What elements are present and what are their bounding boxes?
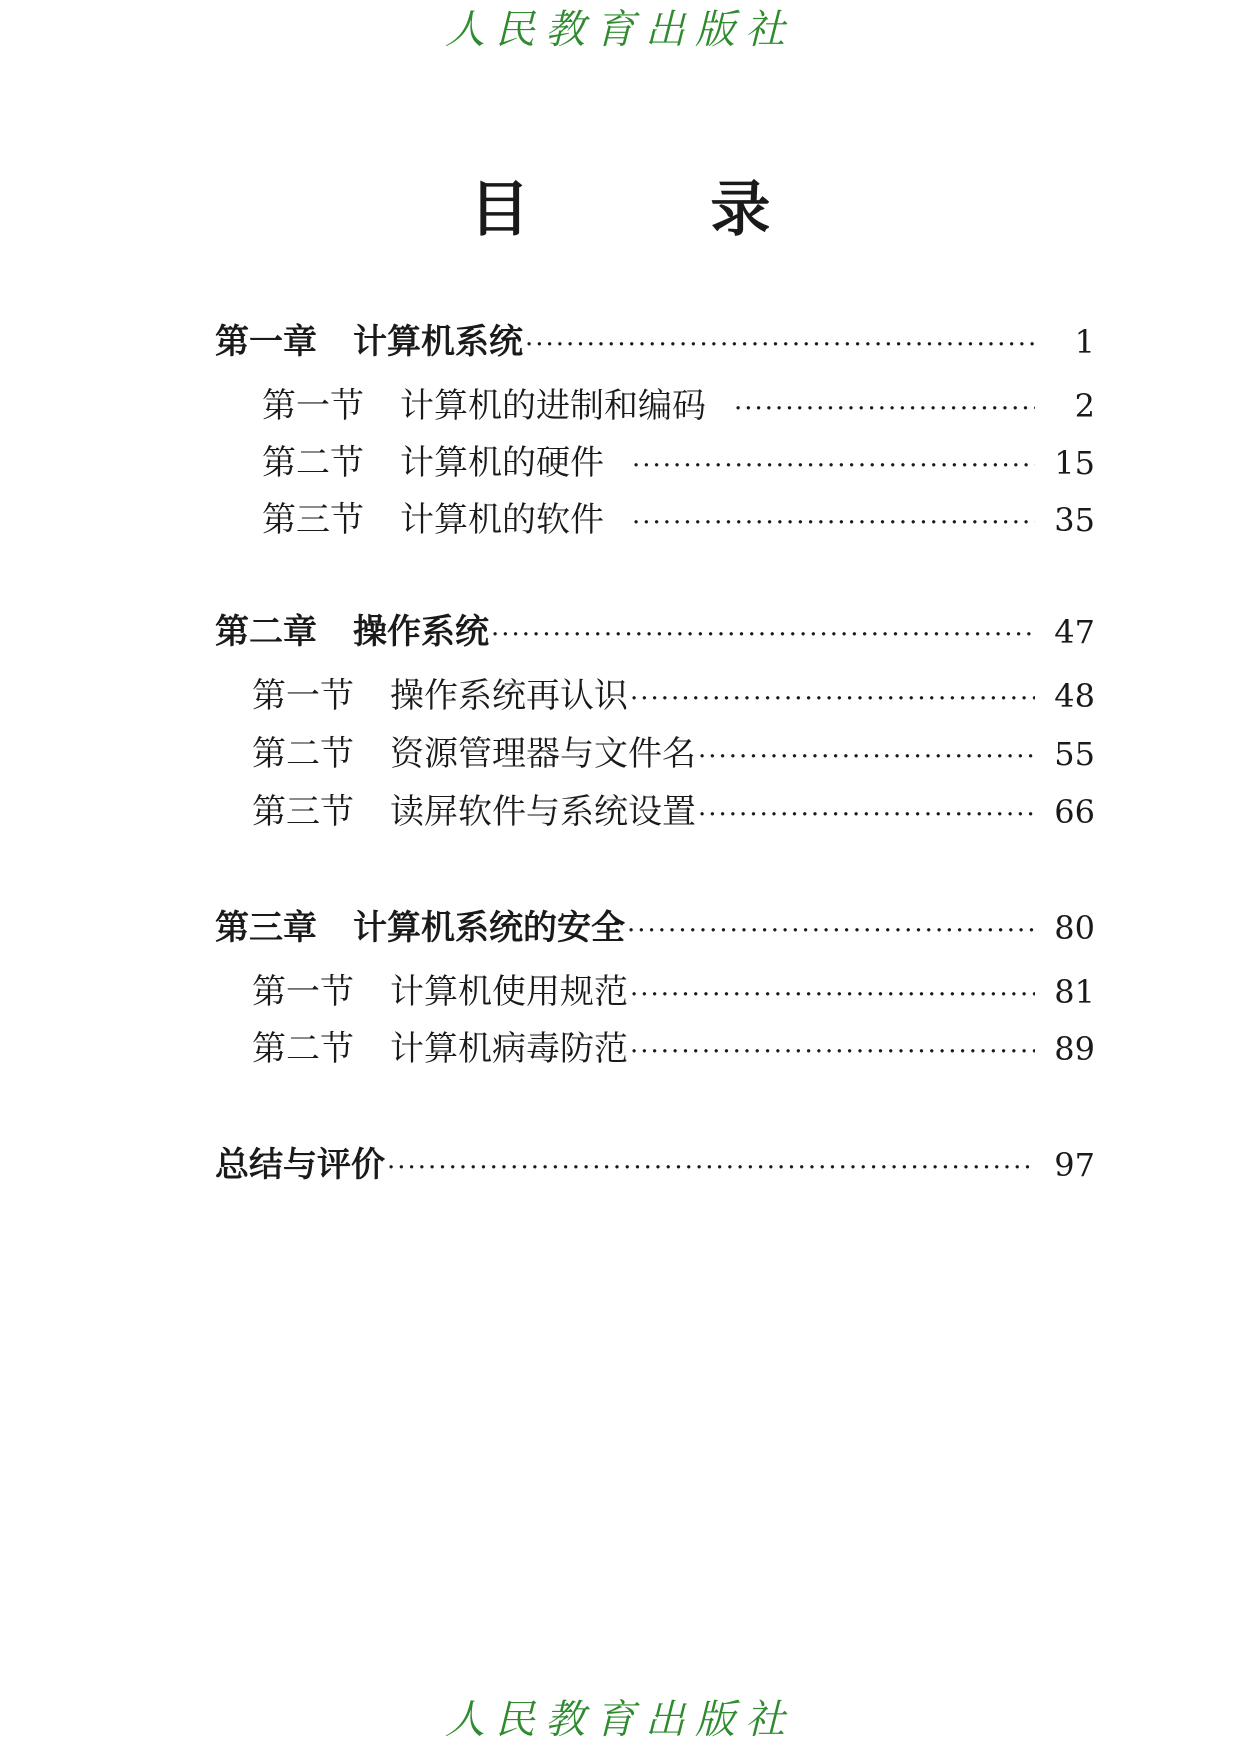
toc-page-number: 81 [1054, 973, 1095, 1011]
toc-section-number: 第一节 [262, 386, 364, 426]
toc-dot-leader [627, 909, 1035, 953]
toc-section-number: 第三节 [252, 792, 354, 832]
toc-dot-leader [698, 735, 1035, 779]
toc-dot-leader [630, 973, 1035, 1017]
toc-chapter-title: 总结与评价 [215, 1145, 385, 1185]
toc-chapter-title: 计算机系统 [353, 322, 523, 362]
toc-section-2-3[interactable] [252, 790, 1095, 834]
toc-chapter-title: 操作系统 [353, 612, 489, 652]
toc-section-3-1[interactable] [252, 970, 1095, 1014]
toc-section-number: 第二节 [262, 443, 364, 483]
toc-dot-leader [632, 444, 1035, 488]
toc-page-number: 2 [1074, 387, 1095, 425]
toc-section-number: 第一节 [252, 676, 354, 716]
toc-chapter-title: 计算机系统的安全 [353, 908, 625, 948]
toc-section-title: 计算机的硬件 [400, 443, 604, 483]
toc-dot-leader [387, 1146, 1035, 1190]
page-title: 目 录 [469, 175, 851, 245]
toc-section-title: 计算机的进制和编码 [400, 386, 706, 426]
toc-dot-leader [630, 1030, 1035, 1074]
toc-page-number: 47 [1054, 613, 1095, 651]
toc-dot-leader [734, 387, 1035, 431]
toc-dot-leader [698, 793, 1035, 837]
toc-page-number: 1 [1074, 323, 1095, 361]
toc-page-number: 55 [1054, 735, 1095, 773]
toc-chapter-1[interactable] [215, 320, 1095, 364]
toc-summary[interactable] [215, 1143, 1095, 1187]
toc-page-number: 80 [1054, 909, 1095, 947]
toc-section-title: 计算机的软件 [400, 500, 604, 540]
publisher-logo-top: 人民教育出版社 [445, 7, 795, 53]
toc-page-number: 15 [1054, 444, 1095, 482]
toc-chapter-3[interactable] [215, 906, 1095, 950]
toc-dot-leader [525, 323, 1035, 367]
toc-section-1-1[interactable] [262, 384, 1095, 428]
toc-page-number: 66 [1054, 793, 1095, 831]
toc-section-title: 计算机使用规范 [390, 972, 628, 1012]
toc-page-number: 35 [1054, 501, 1095, 539]
toc-section-3-2[interactable] [252, 1027, 1095, 1071]
toc-page-number: 89 [1054, 1030, 1095, 1068]
toc-chapter-number: 第三章 [215, 908, 317, 948]
toc-section-number: 第一节 [252, 972, 354, 1012]
toc-section-1-3[interactable] [262, 498, 1095, 542]
toc-dot-leader [491, 613, 1035, 657]
toc-section-number: 第二节 [252, 1029, 354, 1069]
toc-page-number: 48 [1054, 677, 1095, 715]
toc-section-2-2[interactable] [252, 732, 1095, 776]
toc-dot-leader [630, 677, 1035, 721]
toc-chapter-number: 第二章 [215, 612, 317, 652]
toc-chapter-2[interactable] [215, 610, 1095, 654]
toc-section-title: 操作系统再认识 [390, 676, 628, 716]
publisher-logo-bottom: 人民教育出版社 [445, 1697, 795, 1743]
toc-section-number: 第二节 [252, 734, 354, 774]
toc-section-1-2[interactable] [262, 441, 1095, 485]
toc-dot-leader [632, 501, 1035, 545]
toc-section-2-1[interactable] [252, 674, 1095, 718]
toc-section-title: 计算机病毒防范 [390, 1029, 628, 1069]
toc-section-title: 资源管理器与文件名 [390, 734, 696, 774]
toc-section-title: 读屏软件与系统设置 [390, 792, 696, 832]
toc-section-number: 第三节 [262, 500, 364, 540]
toc-chapter-number: 第一章 [215, 322, 317, 362]
toc-page-number: 97 [1054, 1146, 1095, 1184]
